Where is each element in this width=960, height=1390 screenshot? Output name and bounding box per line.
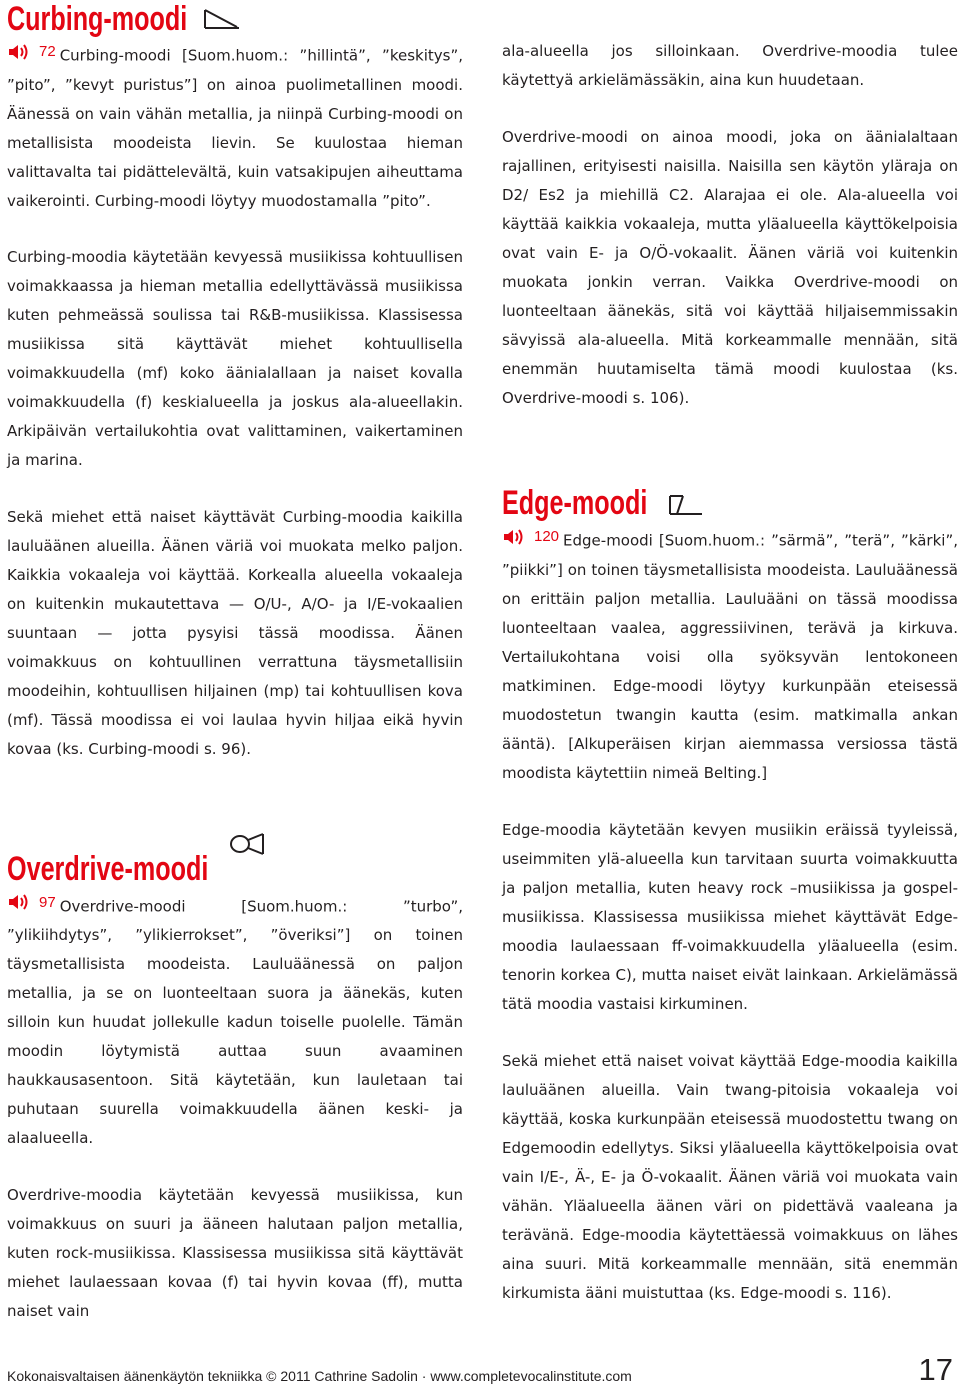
speaker-icon xyxy=(7,43,33,61)
curbing-paragraph-2: Curbing-moodia käytetään kevyessä musiikissa kohtuullisen voimakkaassa ja hieman metallia edellyttävässä musiikissa kuten pehmeässä soulissa tai R&B-musiikissa. Klassisessa musiikissa sitä käyttävät miehet kohtuullisella voimakkuudella (mf) koko äänialallaan ja naiset kovalla voimakkuudella (f) keskialueella ja joskus ala-alueellakin. Arkipäivän vertailukohtia ovat valittaminen, vaikertaminen ja marina. xyxy=(7,247,463,469)
speaker-icon xyxy=(7,893,33,911)
overdrive-heading-row xyxy=(7,832,463,888)
edge-heading: Edge-moodi xyxy=(502,484,648,522)
overdrive-paragraph-1 xyxy=(7,888,463,1154)
edge-paragraph-1 xyxy=(502,522,958,788)
overdrive-track-number: 97 xyxy=(39,893,56,911)
curbing-text-1: Curbing-moodi [Suom.huom.: ”hillintä”, ”keskitys”, ”pito”, ”kevyt puristus”] on ainoa puolimetallinen moodi. Äänessä on vain vähän metallia, ja niinpä Curbing-moodi on metallisista moodeista lievin. Se kuulostaa hieman valittavalta tai pidättelevältä, kuin vatsakipujen aiheuttama vaikerointi. Curbing-moodi löytyy muodostamalla ”pito”. xyxy=(7,46,463,210)
curbing-mode-icon xyxy=(203,8,241,30)
curbing-heading-row xyxy=(7,0,463,40)
overdrive-paragraph-2: Overdrive-moodia käytetään kevyessä musiikissa, kun voimakkuus on suuri ja ääneen halutaan paljon metallia, kuten rock-musiikissa. Klassisessa musiikissa sitä käyttävät miehet laulaessaan kovaa (f) tai hyvin kovaa (ff), mutta naiset vain xyxy=(7,1186,463,1320)
overdrive-heading: Overdrive-moodi xyxy=(7,849,209,888)
curbing-track[interactable] xyxy=(7,37,56,66)
curbing-track-number: 72 xyxy=(39,43,56,60)
overdrive-track[interactable] xyxy=(7,888,56,917)
curbing-paragraph-1 xyxy=(7,37,463,216)
edge-mode-icon xyxy=(668,494,704,516)
curbing-heading: Curbing-moodi xyxy=(7,0,188,38)
overdrive-continued-paragraph-1: ala-alueella jos silloinkaan. Overdrive-moodia tulee käytettyä arkielämässäkin, aina kun huudetaan. xyxy=(502,42,958,89)
edge-text-1: Edge-moodi [Suom.huom.: ”särmä”, ”terä”, ”kärki”, ”piikki”] on toinen täysmetallisista moodeista. Lauluäänessä on erittäin paljon metallia. Lauluääni on tässä moodissa luonteeltaan vaalea, aggressiivinen, terävä ja kirkuva. Vertailukohtana voisi olla syöksyvän lentokoneen matkiminen. Edge-moodi löytyy kurkunpään eteisessä muodostetun twangin kautta (esim. matkimalla ankan ääntä). [Alkuperäisen kirjan aiemmassa versiossa tästä moodista käytettiin nimeä Belting.] xyxy=(502,531,958,782)
right-column xyxy=(502,0,958,1308)
speaker-icon xyxy=(502,528,528,546)
overdrive-continued-paragraph-2: Overdrive-moodi on ainoa moodi, joka on äänialaltaan rajallinen, erityisesti naisilla. Naisilla sen käytön yläraja on D2/ Es2 ja miehillä C2. Alarajaa ei ole. Ala-alueella voi käyttää kaikkia vokaaleja, mutta yläalueella käyttökelpoisia ovat vain E- ja O/Ö-vokaalit. Äänen väriä voi kuitenkin muokata jonkin verran. Vaikka Overdrive-moodi on luonteeltaan äänekäs, sitä voi käyttää hiljaisemmissakin sävyissä ala-alueella. Mitä korkeammalle mennään, sitä enemmän huutamiselta tämä moodi kuulostaa (ks. Overdrive-moodi s. 106). xyxy=(502,128,958,407)
curbing-paragraph-3: Sekä miehet että naiset käyttävät Curbing-moodia kaikilla lauluäänen alueilla. Äänen väriä voi muokata melko paljon. Kaikkia vokaaleja voi käyttää. Korkealla alueella vokaaleja on kuitenkin mukautettava — O/U-, A/O- ja I/E-vokaalien suuntaan — jotta pysyisi tässä moodissa. Äänen voimakkuus on kohtuullinen verrattuna täysmetallisiin moodeihin, kohtuullisen hiljainen (mp) tai kohtuullisen kova (mf). Tässä moodissa ei voi laulaa hyvin hiljaa eikä hyvin kovaa (ks. Curbing-moodi s. 96). xyxy=(7,507,463,758)
edge-paragraph-2: Edge-moodia käytetään kevyen musiikin eräissä tyyleissä, useimmiten ylä-alueella kun tarvitaan suurta voimakkuutta ja paljon metallia, kuten heavy rock –musiikissa ja gospel-musiikissa. Klassisessa musiikissa miehet käyttävät Edge-moodia laulaessaan ff-voimakkuudella yläalueella (esim. tenorin korkea C), mutta naiset eivät lainkaan. Arkielämässä tätä moodia vastaisi kirkuminen. xyxy=(502,820,958,1013)
page-number: 17 xyxy=(918,1352,953,1387)
footer-text: Kokonaisvaltaisen äänenkäytön tekniikka © 2011 Cathrine Sadolin · www.completevocalinstitute.com xyxy=(7,1368,632,1384)
edge-paragraph-3: Sekä miehet että naiset voivat käyttää Edge-moodia kaikilla lauluäänen alueilla. Vain twang-pitoisia vokaaleja voi käyttää, koska kurkunpään eteisessä muodostettu twang on Edgemoodin edellytys. Siksi yläalueella käyttökelpoisia ovat vain I/E-, Ä-, E- ja Ö-vokaalit. Äänen väriä voi muokata vain vähän. Yläalueella äänen väri on pidettävä vaaleana ja terävänä. Edge-moodia käytettäessä voimakkuus on lähes aina suuri. Mitä korkeammalle mennään, sitä enemmän kirkumista ääni muistuttaa (ks. Edge-moodi s. 116). xyxy=(502,1051,958,1302)
edge-track-number: 120 xyxy=(534,528,560,545)
overdrive-mode-icon xyxy=(229,832,265,856)
overdrive-text-1: Overdrive-moodi [Suom.huom.: ”turbo”, ”ylikiihdytys”, ”ylikierrokset”, ”överiksi”] on toinen täysmetallisista moodeista. Lauluäänessä on paljon metallia, ja se on luonteeltaan suora ja äänekäs, kuten silloin kun huudat jollekulle kadun toiselle puolelle. Tämän moodin löytymistä auttaa suun avaaminen haukkausasentoon. Sitä käytetään, kun lauletaan tai puhutaan suurella voimakkuudella äänen keski- ja alaalueella. xyxy=(7,897,463,1147)
page-footer xyxy=(7,1350,953,1390)
left-column xyxy=(7,0,463,1326)
edge-heading-row xyxy=(502,484,958,528)
